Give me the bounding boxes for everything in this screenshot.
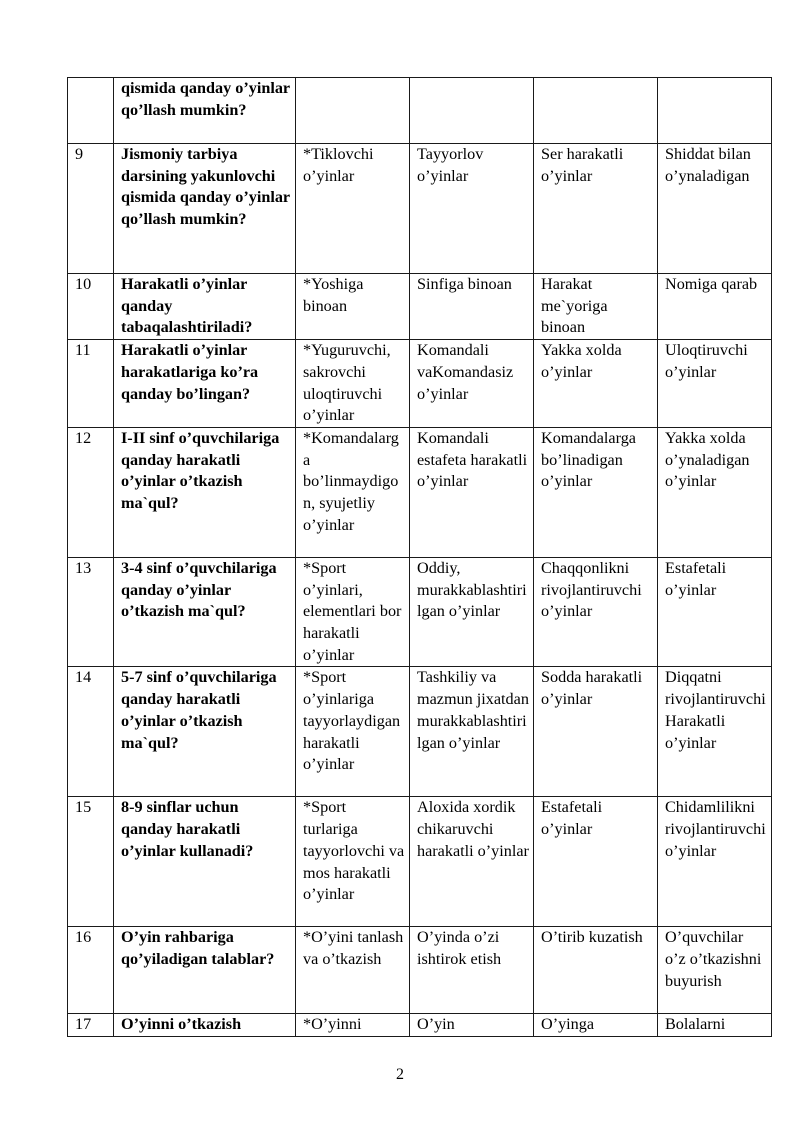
answer-option-b: Komandali vaKomandasiz o’yinlar: [410, 340, 534, 428]
question-number: 12: [68, 427, 114, 557]
table-row: [68, 78, 772, 144]
question-number: 17: [68, 1014, 114, 1037]
question-number: 11: [68, 340, 114, 428]
table-row: [68, 340, 772, 428]
answer-option-c: Harakat me`yoriga binoan: [534, 274, 658, 340]
answer-option-d: Shiddat bilan o’ynaladigan: [658, 144, 772, 274]
answer-option-b: Tashkiliy va mazmun jixatdan murakkablashtirilgan o’yinlar: [410, 667, 534, 797]
answer-option-b: Oddiy, murakkablashtirilgan o’yinlar: [410, 557, 534, 667]
answer-option-d: Diqqatni rivojlantiruvchi Harakatli o’yinlar: [658, 667, 772, 797]
question-text: 3-4 sinf o’quvchilariga qanday o’yinlar o’tkazish ma`qul?: [114, 557, 296, 667]
question-number: [68, 78, 114, 144]
question-number: 13: [68, 557, 114, 667]
question-number: 14: [68, 667, 114, 797]
question-text: 8-9 sinflar uchun qanday harakatli o’yinlar kullanadi?: [114, 797, 296, 927]
answer-option-b: Sinfiga binoan: [410, 274, 534, 340]
table-row: [68, 667, 772, 797]
question-text: Jismoniy tarbiya darsining yakunlovchi qismida qanday o’yinlar qo’llash mumkin?: [114, 144, 296, 274]
answer-option-a: *O’yini tanlash va o’tkazish: [296, 927, 410, 1014]
answer-option-c: Yakka xolda o’yinlar: [534, 340, 658, 428]
answer-option-b: O’yin: [410, 1014, 534, 1037]
answer-option-a: [296, 78, 410, 144]
answer-option-b: Tayyorlov o’yinlar: [410, 144, 534, 274]
answer-option-d: Estafetali o’yinlar: [658, 557, 772, 667]
answer-option-d: Uloqtiruvchi o’yinlar: [658, 340, 772, 428]
answer-option-d: Bolalarni: [658, 1014, 772, 1037]
answer-option-c: O’yinga: [534, 1014, 658, 1037]
answer-option-d: Yakka xolda o’ynaladigan o’yinlar: [658, 427, 772, 557]
table-row: [68, 557, 772, 667]
table-row: [68, 427, 772, 557]
table-row: [68, 144, 772, 274]
question-text: Harakatli o’yinlar qanday tabaqalashtiriladi?: [114, 274, 296, 340]
question-text: O’yinni o’tkazish: [114, 1014, 296, 1037]
answer-option-a: *Sport o’yinlariga tayyorlaydigan harakatli o’yinlar: [296, 667, 410, 797]
answer-option-c: Komandalarga bo’linadigan o’yinlar: [534, 427, 658, 557]
answer-option-a: *Yoshiga binoan: [296, 274, 410, 340]
answer-option-a: *Tiklovchi o’yinlar: [296, 144, 410, 274]
table-row: [68, 1014, 772, 1037]
question-number: 9: [68, 144, 114, 274]
answer-option-d: [658, 78, 772, 144]
question-number: 16: [68, 927, 114, 1014]
answer-option-c: Chaqqonlikni rivojlantiruvchi o’yinlar: [534, 557, 658, 667]
answer-option-c: Sodda harakatli o’yinlar: [534, 667, 658, 797]
answer-option-c: O’tirib kuzatish: [534, 927, 658, 1014]
answer-option-a: *Sport o’yinlari, elementlari bor harakatli o’yinlar: [296, 557, 410, 667]
answer-option-d: Chidamlilikni rivojlantiruvchi o’yinlar: [658, 797, 772, 927]
answer-option-b: Komandali estafeta harakatli o’yinlar: [410, 427, 534, 557]
questions-table: [67, 77, 772, 1037]
answer-option-a: *Sport turlariga tayyorlovchi va mos harakatli o’yinlar: [296, 797, 410, 927]
answer-option-b: O’yinda o’zi ishtirok etish: [410, 927, 534, 1014]
answer-option-d: O’quvchilar o’z o’tkazishni buyurish: [658, 927, 772, 1014]
answer-option-d: Nomiga qarab: [658, 274, 772, 340]
question-number: 10: [68, 274, 114, 340]
answer-option-b: Aloxida xordik chikaruvchi harakatli o’yinlar: [410, 797, 534, 927]
answer-option-c: [534, 78, 658, 144]
question-text: Harakatli o’yinlar harakatlariga ko’ra qanday bo’lingan?: [114, 340, 296, 428]
page-number: 2: [396, 1066, 404, 1083]
question-text: qismida qanday o’yinlar qo’llash mumkin?: [114, 78, 296, 144]
answer-option-a: *Yuguruvchi, sakrovchi uloqtiruvchi o’yinlar: [296, 340, 410, 428]
answer-option-c: Estafetali o’yinlar: [534, 797, 658, 927]
table-row: [68, 274, 772, 340]
question-number: 15: [68, 797, 114, 927]
answer-option-a: *O’yinni: [296, 1014, 410, 1037]
question-text: 5-7 sinf o’quvchilariga qanday harakatli o’yinlar o’tkazish ma`qul?: [114, 667, 296, 797]
question-text: I-II sinf o’quvchilariga qanday harakatli o’yinlar o’tkazish ma`qul?: [114, 427, 296, 557]
answer-option-a: *Komandalarga bo’linmaydigon, syujetliy o’yinlar: [296, 427, 410, 557]
table-row: [68, 927, 772, 1014]
answer-option-c: Ser harakatli o’yinlar: [534, 144, 658, 274]
table-row: [68, 797, 772, 927]
question-text: O’yin rahbariga qo’yiladigan talablar?: [114, 927, 296, 1014]
answer-option-b: [410, 78, 534, 144]
